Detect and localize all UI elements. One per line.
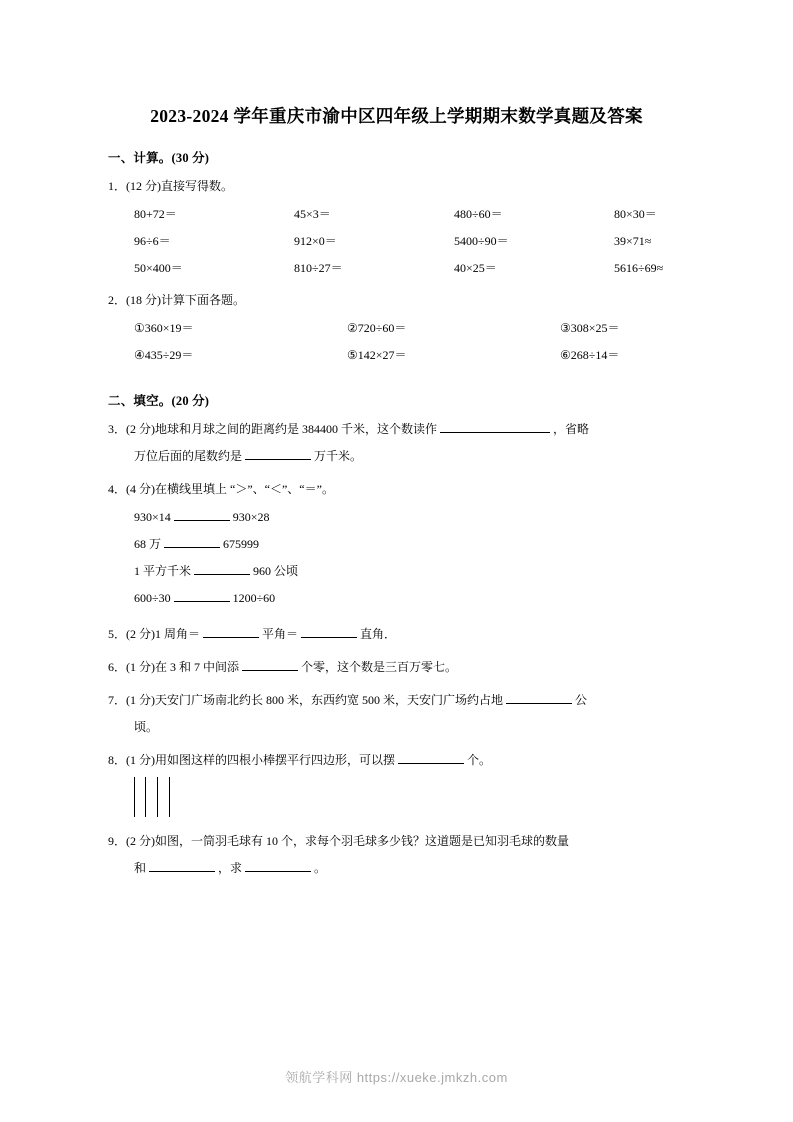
answer-blank[interactable] [398,750,464,764]
question-2-row [134,342,685,369]
expression: 80+72＝ [134,207,177,221]
expression: ③308×25＝ [560,321,620,335]
question-3-text-c: 万位后面的尾数约是 [134,449,243,463]
answer-blank[interactable] [245,858,311,872]
page-title: 2023-2024 学年重庆市渝中区四年级上学期期末数学真题及答案 [150,106,643,126]
question-9-text-c: ，求 [218,861,243,875]
question-2-row [134,315,685,342]
section-heading-2: 二、填空。(20 分) [108,394,210,408]
question-6-text-a: 6．(1 分)在 3 和 7 中间添 [108,660,239,674]
compare-left: 68 万 [134,537,162,551]
expression: 810÷27＝ [294,261,343,275]
question-8-text-b: 个。 [467,753,492,767]
answer-blank[interactable] [194,561,250,575]
answer-blank[interactable] [164,534,220,548]
expression: ⑥268÷14＝ [560,348,620,362]
answer-blank[interactable] [506,690,572,704]
question-3 [108,417,685,442]
question-3-text-a: 3．(2 分)地球和月球之间的距离约是 384400 千米，这个数读作 [108,422,437,436]
expression: 5616÷69≈ [614,261,664,275]
footer-watermark: 领航学科网 https://xueke.jmkzh.com [285,1070,508,1085]
expression: ①360×19＝ [134,321,194,335]
expression: 45×3＝ [294,207,331,221]
question-5-text-a: 5．(2 分)1 周角＝ [108,627,200,641]
question-7-line2 [134,715,685,740]
stick-icon [169,777,170,817]
compare-right: 675999 [223,537,260,551]
question-4-label: 4．(4 分)在横线里填上 “＞”、“＜”、“＝”。 [108,482,334,496]
question-5 [108,622,685,647]
compare-right: 1200÷60 [232,591,276,605]
question-7 [108,688,685,713]
question-3-text-d: 万千米。 [314,449,363,463]
answer-blank[interactable] [149,858,215,872]
question-3-line2 [134,444,685,469]
question-9-text-b: 和 [134,861,147,875]
stick-icon [145,777,146,817]
question-9-text-a: 9．(2 分)如图，一筒羽毛球有 10 个，求每个羽毛球多少钱？这道题是已知羽毛球的数量 [108,834,569,848]
compare-right: 960 公顷 [253,564,299,578]
expression: ④435÷29＝ [134,348,194,362]
question-9-line2 [134,856,685,881]
question-6 [108,655,685,680]
answer-blank[interactable] [301,624,357,638]
stick-icon [134,777,135,817]
question-9-text-d: 。 [314,861,327,875]
compare-left: 600÷30 [134,591,171,605]
question-5-text-c: 直角． [360,627,397,641]
expression: 96÷6＝ [134,234,171,248]
question-1-row [134,228,685,255]
four-sticks-figure [132,777,192,819]
question-7-text-c: 顷。 [134,720,159,734]
question-1-label: 1．(12 分)直接写得数。 [108,179,233,193]
section-heading-1: 一、计算。(30 分) [108,151,210,165]
question-1-row [134,255,685,282]
expression: 39×71≈ [614,234,652,248]
expression: ②720÷60＝ [347,321,407,335]
answer-blank[interactable] [242,657,298,671]
expression: 50×400＝ [134,261,183,275]
expression: 5400÷90＝ [454,234,509,248]
answer-blank[interactable] [440,419,550,433]
question-4-item [134,504,685,531]
question-2-label: 2．(18 分)计算下面各题。 [108,293,245,307]
question-4-item [134,585,685,612]
question-1-row [134,201,685,228]
compare-right: 930×28 [232,510,270,524]
expression: 80×30＝ [614,207,657,221]
expression: 912×0＝ [294,234,337,248]
answer-blank[interactable] [245,446,311,460]
question-8 [108,748,685,773]
answer-blank[interactable] [203,624,259,638]
question-8-text-a: 8．(1 分)用如图这样的四根小棒摆平行四边形，可以摆 [108,753,395,767]
expression: 480÷60＝ [454,207,503,221]
expression: 40×25＝ [454,261,497,275]
question-7-text-b: 公 [575,693,588,707]
question-6-text-b: 个零，这个数是三百万零七。 [301,660,458,674]
answer-blank[interactable] [174,588,230,602]
question-7-text-a: 7．(1 分)天安门广场南北约长 800 米，东西约宽 500 米，天安门广场约占地 [108,693,503,707]
question-4-item [134,558,685,585]
question-4-item [134,531,685,558]
expression: ⑤142×27＝ [347,348,407,362]
answer-blank[interactable] [174,507,230,521]
question-3-text-b: ，省略 [553,422,590,436]
question-5-text-b: 平角＝ [262,627,299,641]
stick-icon [157,777,158,817]
question-9 [108,829,685,854]
compare-left: 930×14 [134,510,171,524]
compare-left: 1 平方千米 [134,564,192,578]
